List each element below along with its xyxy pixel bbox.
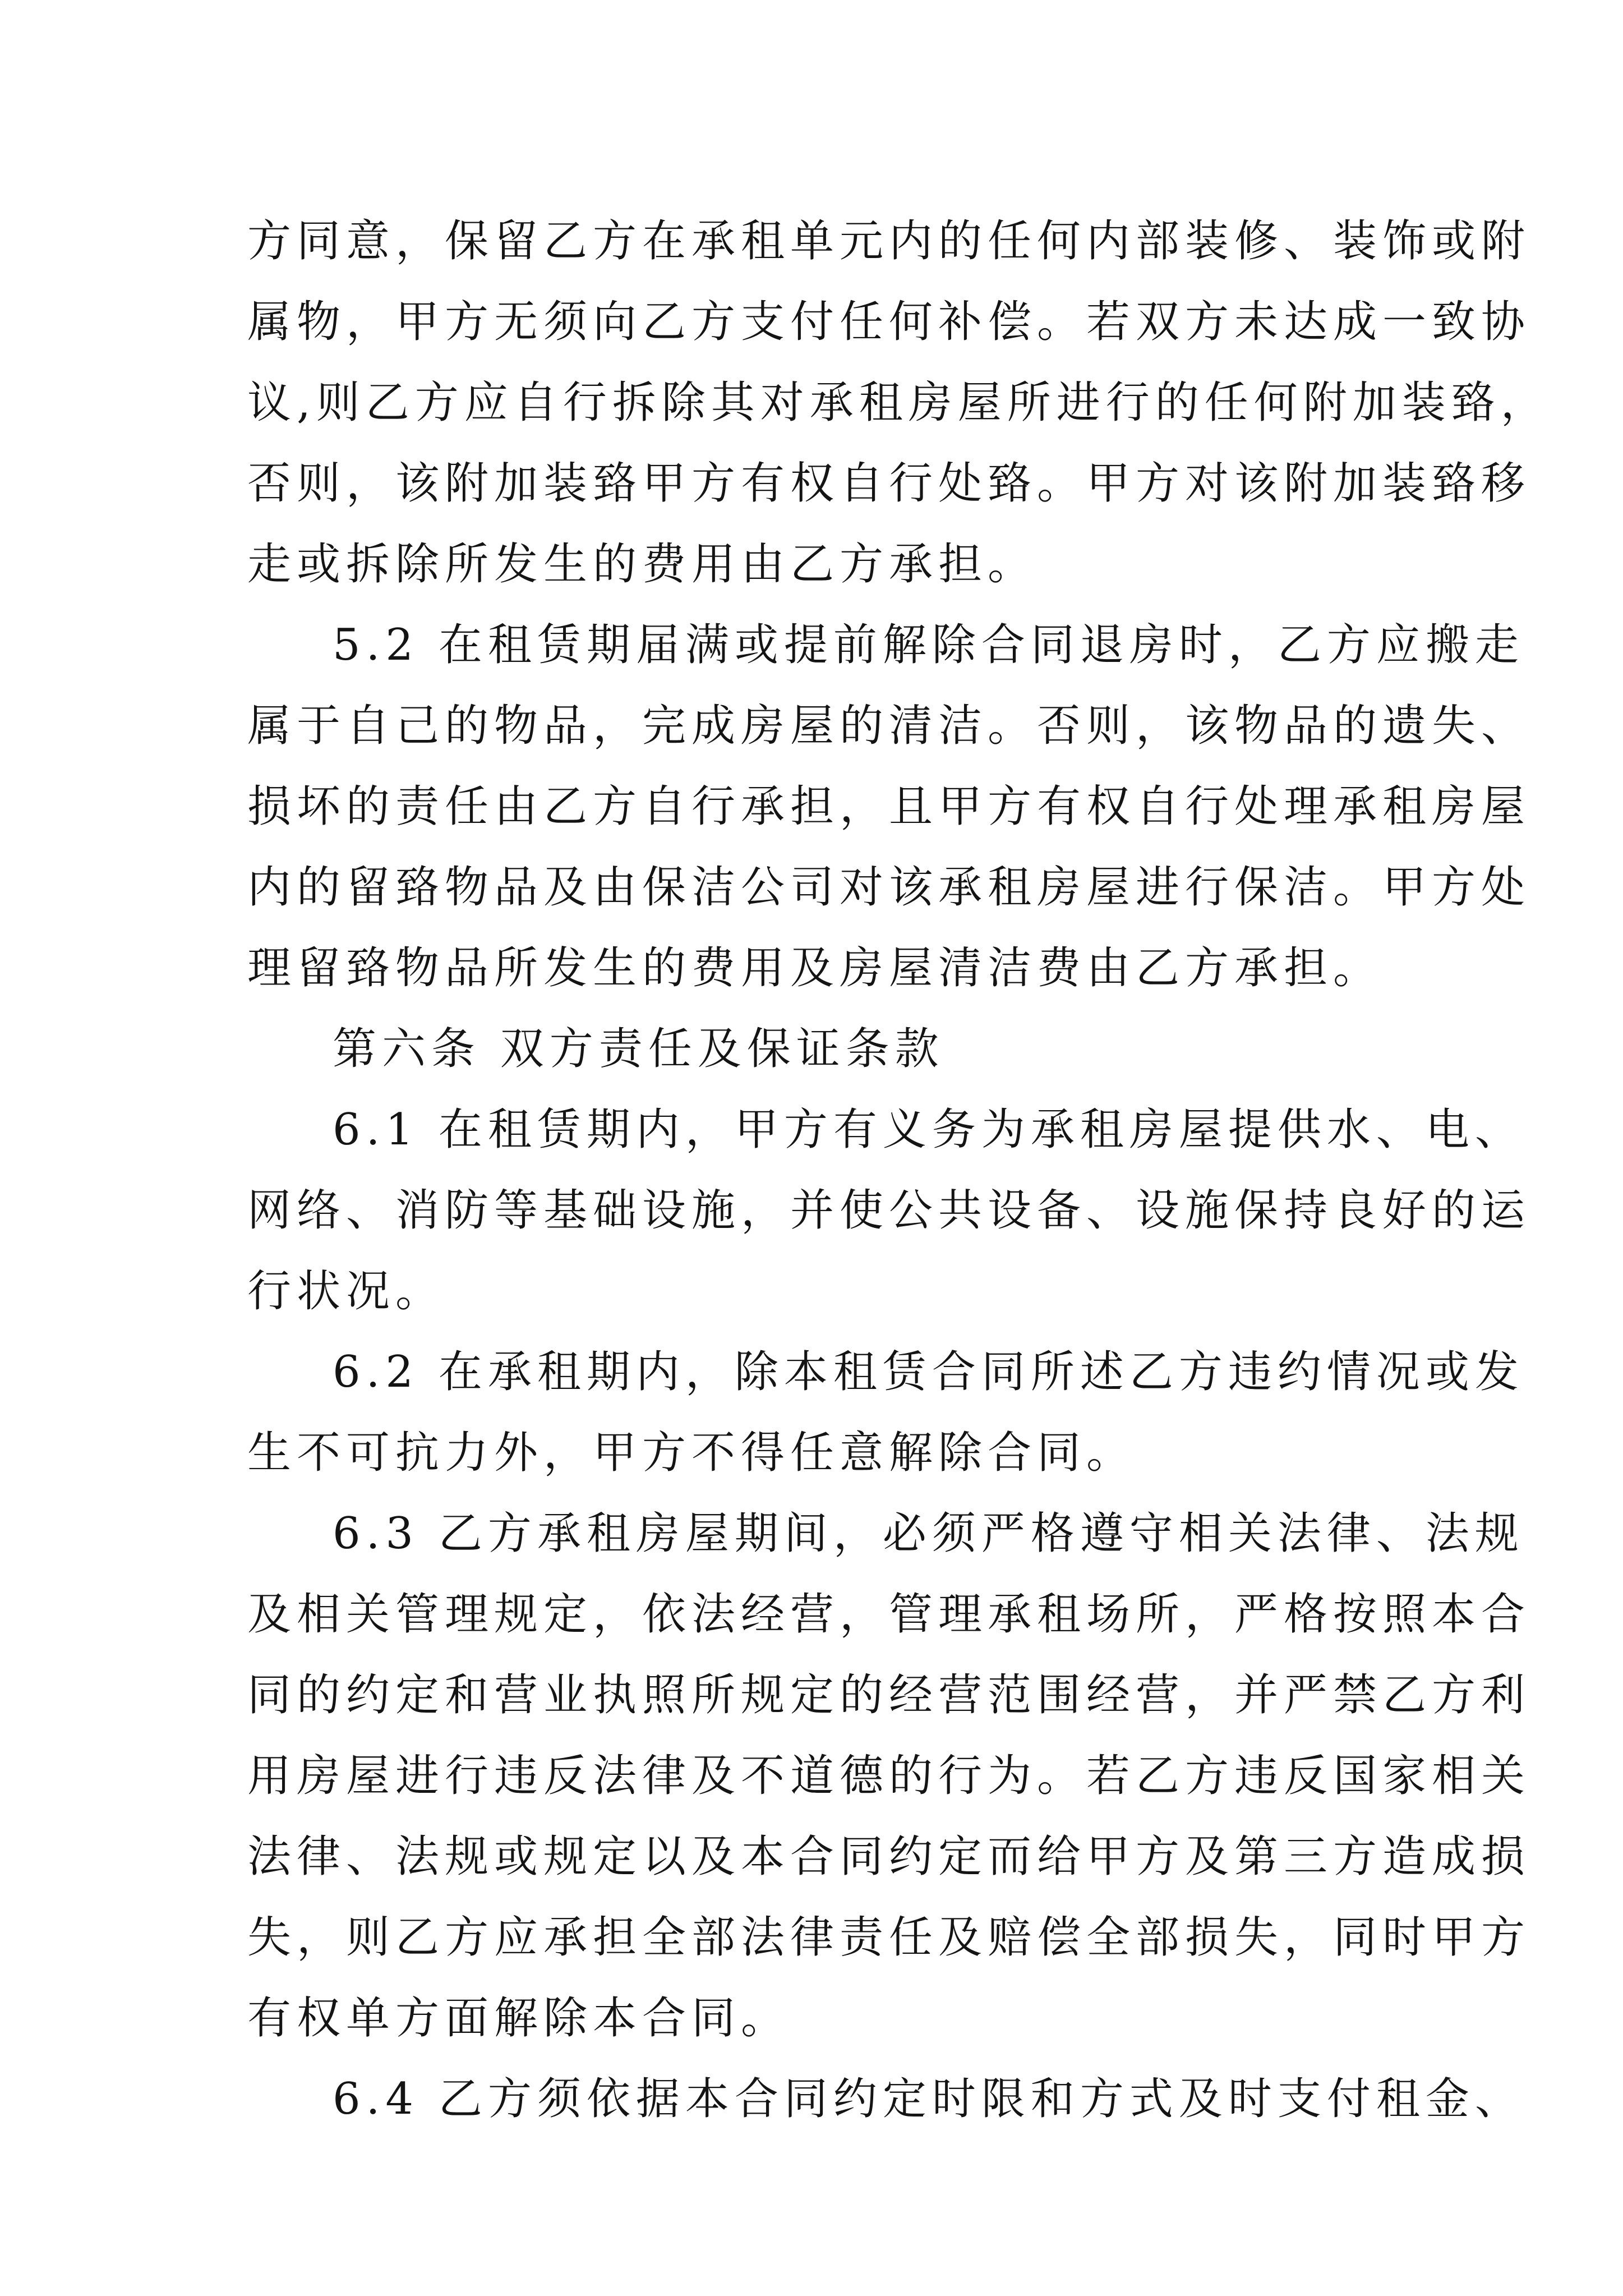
text-line: 属物，甲方无须向乙方支付任何补偿。若双方未达成一致协: [247, 297, 1531, 347]
text-line: 否则，该附加装臵甲方有权自行处臵。甲方对该附加装臵移: [247, 458, 1531, 509]
clause-6-3: 6.3 乙方承租房屋期间，必须严格遵守相关法律、法规: [333, 1508, 1524, 1559]
text-line: 失，则乙方应承担全部法律责任及赔偿全部损失，同时甲方: [247, 1912, 1531, 1963]
text-line: 方同意，保留乙方在承租单元内的任何内部装修、装饰或附: [247, 216, 1531, 266]
text-line: 同的约定和营业执照所规定的经营范围经营，并严禁乙方利: [247, 1670, 1531, 1720]
article-6-heading: 第六条 双方责任及保证条款: [333, 1024, 944, 1074]
text-line: 内的留臵物品及由保洁公司对该承租房屋进行保洁。甲方处: [247, 862, 1531, 913]
clause-5-2: 5.2 在租赁期届满或提前解除合同退房时，乙方应搬走: [333, 620, 1524, 670]
text-line: 损坏的责任由乙方自行承担，且甲方有权自行处理承租房屋: [247, 781, 1531, 832]
text-line: 网络、消防等基础设施，并使公共设备、设施保持良好的运: [247, 1185, 1531, 1236]
text-line: 有权单方面解除本合同。: [247, 1993, 791, 2044]
text-line: 法律、法规或规定以及本合同约定而给甲方及第三方造成损: [247, 1832, 1531, 1882]
clause-6-1: 6.1 在租赁期内，甲方有义务为承租房屋提供水、电、: [333, 1105, 1524, 1155]
text-line: 理留臵物品所发生的费用及房屋清洁费由乙方承担。: [247, 943, 1383, 993]
text-line: 行状况。: [247, 1266, 445, 1317]
contract-body-text: [247, 201, 1550, 2139]
text-line: 走或拆除所发生的费用由乙方承担。: [247, 539, 1038, 590]
clause-6-2: 6.2 在承租期内，除本租赁合同所述乙方违约情况或发: [333, 1347, 1524, 1397]
text-line: 属于自己的物品，完成房屋的清洁。否则，该物品的遗失、: [247, 701, 1531, 751]
text-line: 及相关管理规定，依法经营，管理承租场所，严格按照本合: [247, 1589, 1531, 1640]
text-line: 用房屋进行违反法律及不道德的行为。若乙方违反国家相关: [247, 1751, 1531, 1801]
text-line: 生不可抗力外，甲方不得任意解除合同。: [247, 1428, 1136, 1478]
text-line: 议,则乙方应自行拆除其对承租房屋所进行的任何附加装臵，: [247, 378, 1550, 428]
clause-6-4: 6.4 乙方须依据本合同约定时限和方式及时支付租金、: [333, 2074, 1524, 2124]
